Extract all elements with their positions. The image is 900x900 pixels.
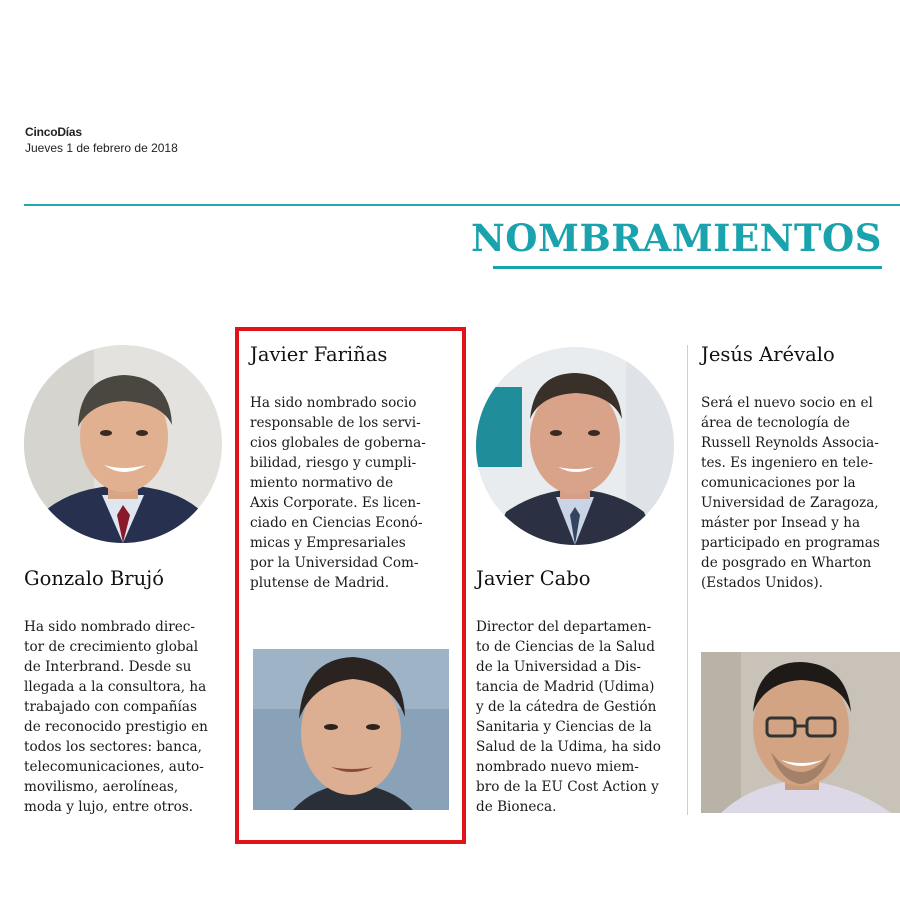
publication-name: CincoDías (25, 125, 82, 139)
masthead (25, 124, 178, 156)
javier-cabo-photo (476, 347, 674, 545)
publication-date: Jueves 1 de febrero de 2018 (25, 141, 178, 155)
gonzalo-brujo-photo (24, 345, 222, 543)
column-divider (687, 345, 688, 815)
profile-bio: Director del departamen- to de Ciencias de la Salud de la Universidad a Dis- tancia de Madrid (Udima) y de la cátedra de Gestión Sanitaria y Ciencias de la Salud de la Udima, ha sido nombrado nuevo miem- bro de la EU Cost Action y de Bioneca. (476, 619, 661, 815)
top-divider (24, 204, 900, 206)
section-title: NOMBRAMIENTOS (470, 216, 882, 260)
profile-name: Gonzalo Brujó (24, 567, 164, 590)
javier-farinas-photo (253, 649, 449, 810)
profile-bio: Será el nuevo socio en el área de tecnología de Russell Reynolds Associa- tes. Es ingeniero en tele- comunicaciones por la Universidad de Zaragoza, máster por Insead y ha participado en programas de posgrado en Wharton (Estados Unidos). (701, 395, 880, 591)
section-title-underline (493, 266, 882, 269)
profile-bio: Ha sido nombrado socio responsable de los servi- cios globales de goberna- bilidad, riesgo y cumpli- miento normativo de Axis Corporate. Es licen- ciado en Ciencias Econó- micas y Empresariales por la Universidad Com- plutense de Madrid. (250, 395, 426, 591)
profile-name: Javier Fariñas (250, 343, 388, 366)
jesus-arevalo-photo (701, 652, 900, 813)
profile-bio: Ha sido nombrado direc- tor de crecimiento global de Interbrand. Desde su llegada a la consultora, ha trabajado con compañías de reconocido prestigio en todos los sectores: banca, telecomunicaciones, auto- movilismo, aerolíneas, moda y lujo, entre otros. (24, 619, 208, 815)
profile-name: Jesús Arévalo (701, 343, 835, 366)
profile-name: Javier Cabo (476, 567, 591, 590)
